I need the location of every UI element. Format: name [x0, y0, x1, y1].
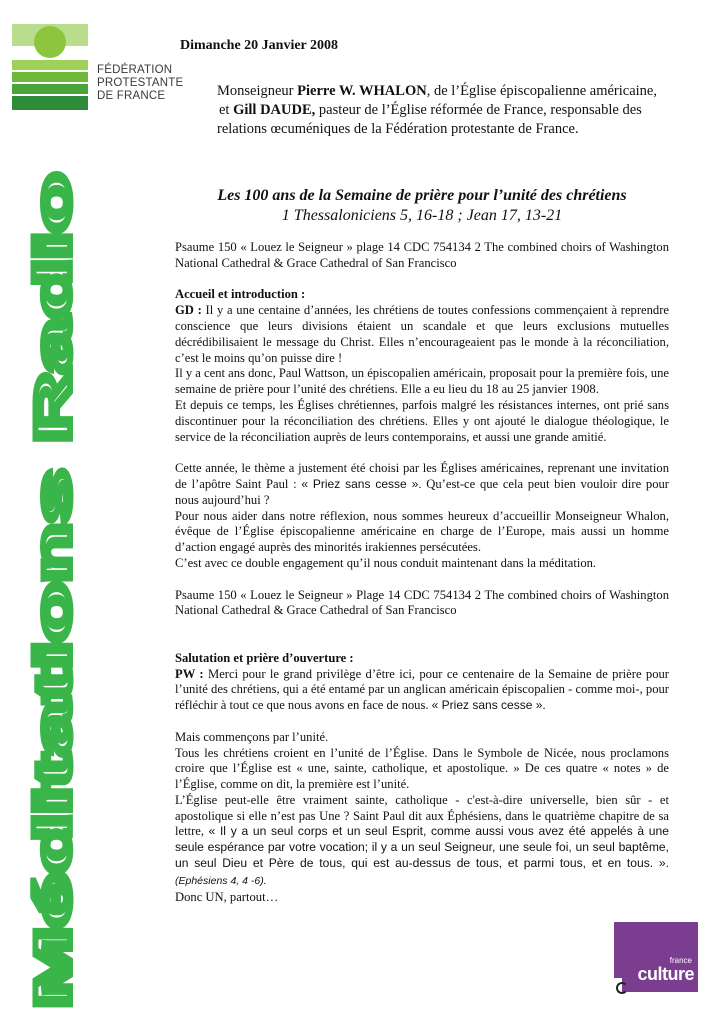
paragraph-4-text-a: Cette année, le thème a justement été choisi par les Églises américaines, reprenant une invitation de l’apôtre Saint Paul :: [175, 461, 669, 491]
guest-line-3: relations œcuméniques de la Fédération protestante de France.: [217, 121, 579, 137]
guests-block: [217, 82, 687, 139]
paragraph-10: [175, 793, 669, 890]
paragraph-5: Pour nous aider dans notre réflexion, nous sommes heureux d’accueillir Monseigneur Whalon, évêque de l’Église épiscopalienne américaine en charge de l’Europe, mais aussi un homme d’action engagé auprès des minorités irakiennes persécutées.: [175, 508, 669, 555]
quote-pray-unceasingly: « Priez sans cesse ».: [301, 476, 422, 491]
paragraph-10-text: L’Église peut-elle être vraiment sainte, catholique - c'est-à-dire universelle, bien sûr - et apostolique si elle n’est pas Une ? Saint Paul dit aux Éphésiens, dans le quatrième chapitre de sa lettre,: [175, 792, 669, 839]
paragraph-4: [175, 461, 669, 508]
document-title: [175, 186, 669, 226]
guest1-desc: , de l’Église épiscopalienne américaine,: [426, 83, 657, 99]
logo-line-3: DE FRANCE: [97, 90, 166, 102]
psalm-note-2: Psaume 150 « Louez le Seigneur » Plage 14 CDC 754134 2 The combined choirs of Washington National Cathedral & Grace Cathedral of San Francisco: [175, 587, 669, 618]
speaker-gd: GD :: [175, 303, 202, 318]
title-reference: 1 Thessaloniciens 5, 16-18 ; Jean 17, 13-21: [281, 207, 563, 224]
guest-line-1: [217, 82, 687, 101]
quote-pray-unceasingly-2: « Priez sans cesse ».: [431, 698, 546, 713]
france-culture-line2: culture: [637, 964, 694, 984]
paragraph-1-text: Il y a une centaine d’années, les chrétiens de toutes confessions commençaient à reprendre conscience que leurs divisions étaient un scandale et que leurs exclusions mutuelles décrédibilisaient le message du Christ. Elles n’encourageaient pas le monde à la réconciliation, c’est le moins qu’on puisse dire !: [175, 303, 669, 365]
paragraph-11: Donc UN, partout…: [175, 889, 279, 904]
vertical-title-text: Méditations Radio: [25, 577, 81, 1008]
paragraph-8: Mais commençons par l’unité.: [175, 729, 329, 744]
paragraph-7-text: Merci pour le grand privilège d’être ici, pour ce centenaire de la Semaine de prière pour l’unité des chrétiens, qui a été entamé par un anglican américain épiscopalien - comme moi-, pour réfléchir à tout ce que nous avons en face de nous.: [175, 666, 669, 713]
logo-text: [97, 64, 183, 103]
guest2-prefix: et: [219, 102, 234, 118]
france-culture-swirl-icon: [616, 982, 628, 994]
paragraph-gd-1: [175, 303, 669, 366]
ephesians-reference: (Ephésiens 4, 4 -6).: [175, 874, 267, 887]
guest1-name: Pierre W. WHALON: [297, 83, 427, 99]
psalm-note-1: Psaume 150 « Louez le Seigneur » plage 14 CDC 754134 2 The combined choirs of Washington National Cathedral & Grace Cathedral of San Francisco: [175, 240, 669, 270]
paragraph-6: C’est avec ce double engagement qu’il nous conduit maintenant dans la méditation.: [175, 555, 597, 570]
logo-line-1: FÉDÉRATION: [97, 64, 173, 76]
meditations-radio-vertical-title: [25, 168, 81, 1013]
paragraph-2: Il y a cent ans donc, Paul Wattson, un épiscopalien américain, proposait pour la première fois, une semaine de prière pour l’unité des chrétiens. Elle a eu lieu du 18 au 25 janvier 1908.: [175, 366, 669, 397]
guest2-desc: pasteur de l’Église réformée de France, responsable des: [315, 102, 642, 118]
broadcast-date: Dimanche 20 Janvier 2008: [180, 38, 339, 53]
speaker-pw: PW :: [175, 666, 204, 681]
document-body: [175, 240, 669, 905]
section-heading-welcome: Accueil et introduction :: [175, 287, 306, 302]
guest1-prefix: Monseigneur: [217, 83, 298, 99]
guest-line-2: [217, 101, 687, 120]
france-culture-line1: france: [669, 956, 692, 965]
title-main: Les 100 ans de la Semaine de prière pour l’unité des chrétiens: [217, 187, 627, 204]
paragraph-pw-1: [175, 667, 669, 714]
logo-line-2: PROTESTANTE: [97, 77, 184, 89]
paragraph-4-text-b: Qu’est-ce que cela peut bien vouloir dire pour nous aujourd’hui ?: [175, 476, 669, 507]
france-culture-logo: [614, 922, 698, 992]
paragraph-3: Et depuis ce temps, les Églises chrétiennes, parfois malgré les résistances internes, ont prié sans discontinuer pour la réconciliation des chrétiens. Elles y ont ajouté le dialogue théologique, le service de la réconciliation auprès de leurs contemporains, et aussi une grande amitié.: [175, 397, 669, 444]
section-heading-salutation: Salutation et prière d’ouverture :: [175, 650, 354, 665]
guest2-name: Gill DAUDE,: [233, 102, 316, 118]
paragraph-9: Tous les chrétiens croient en l’unité de l’Église. Dans le Symbole de Nicée, nous proclamons croire que l’Église est « une, sainte, catholique, et apostolique. » De ces quatre « notes » de l’Église, comme on dit, la première est l’unité.: [175, 745, 669, 792]
ephesians-quote: « Il y a un seul corps et un seul Esprit, comme aussi vous avez été appelés à une seule espérance par votre vocation; il y a un seul Seigneur, une seule foi, un seul baptême, un seul Dieu et Père de tous, qui est au-dessus de tous, et parmi tous, et en tous. ».: [175, 824, 669, 871]
